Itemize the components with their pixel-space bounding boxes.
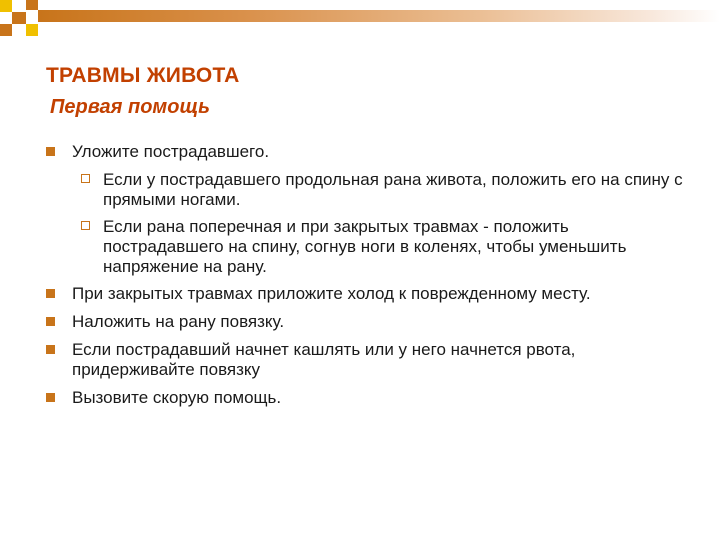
hollow-square-bullet-icon xyxy=(81,174,90,183)
item-text: При закрытых травмах приложите холод к поврежденному месту. xyxy=(72,284,591,303)
deco-square xyxy=(0,24,12,36)
filled-square-bullet-icon xyxy=(46,317,55,326)
item-text: Если у пострадавшего продольная рана живота, положить его на спину с прямыми ногами. xyxy=(103,170,683,209)
deco-square xyxy=(12,12,26,24)
deco-square xyxy=(26,24,38,36)
deco-square xyxy=(0,0,12,12)
list-item xyxy=(44,340,684,380)
deco-square xyxy=(12,0,26,12)
sub-list-item xyxy=(44,170,684,210)
item-text: Если рана поперечная и при закрытых травмах - положить пострадавшего на спину, согнув ноги в коленях, чтобы уменьшить напряжение на рану. xyxy=(103,217,627,276)
filled-square-bullet-icon xyxy=(46,147,55,156)
list-item xyxy=(44,284,684,304)
gradient-bar xyxy=(38,10,720,22)
bullet-list xyxy=(44,142,684,416)
item-text: Уложите пострадавшего. xyxy=(72,142,270,161)
list-item xyxy=(44,312,684,332)
deco-square xyxy=(26,0,38,10)
item-text: Вызовите скорую помощь. xyxy=(72,388,282,407)
hollow-square-bullet-icon xyxy=(81,221,90,230)
filled-square-bullet-icon xyxy=(46,345,55,354)
item-text: Если пострадавший начнет кашлять или у него начнется рвота, придерживайте повязку xyxy=(72,340,576,379)
header-decoration xyxy=(0,0,720,40)
filled-square-bullet-icon xyxy=(46,289,55,298)
list-item xyxy=(44,142,684,162)
sub-list-item xyxy=(44,217,684,277)
list-item xyxy=(44,388,684,408)
slide-title: ТРАВМЫ ЖИВОТА xyxy=(46,64,240,87)
item-text: Наложить на рану повязку. xyxy=(72,312,285,331)
slide-subtitle: Первая помощь xyxy=(50,96,211,118)
filled-square-bullet-icon xyxy=(46,393,55,402)
